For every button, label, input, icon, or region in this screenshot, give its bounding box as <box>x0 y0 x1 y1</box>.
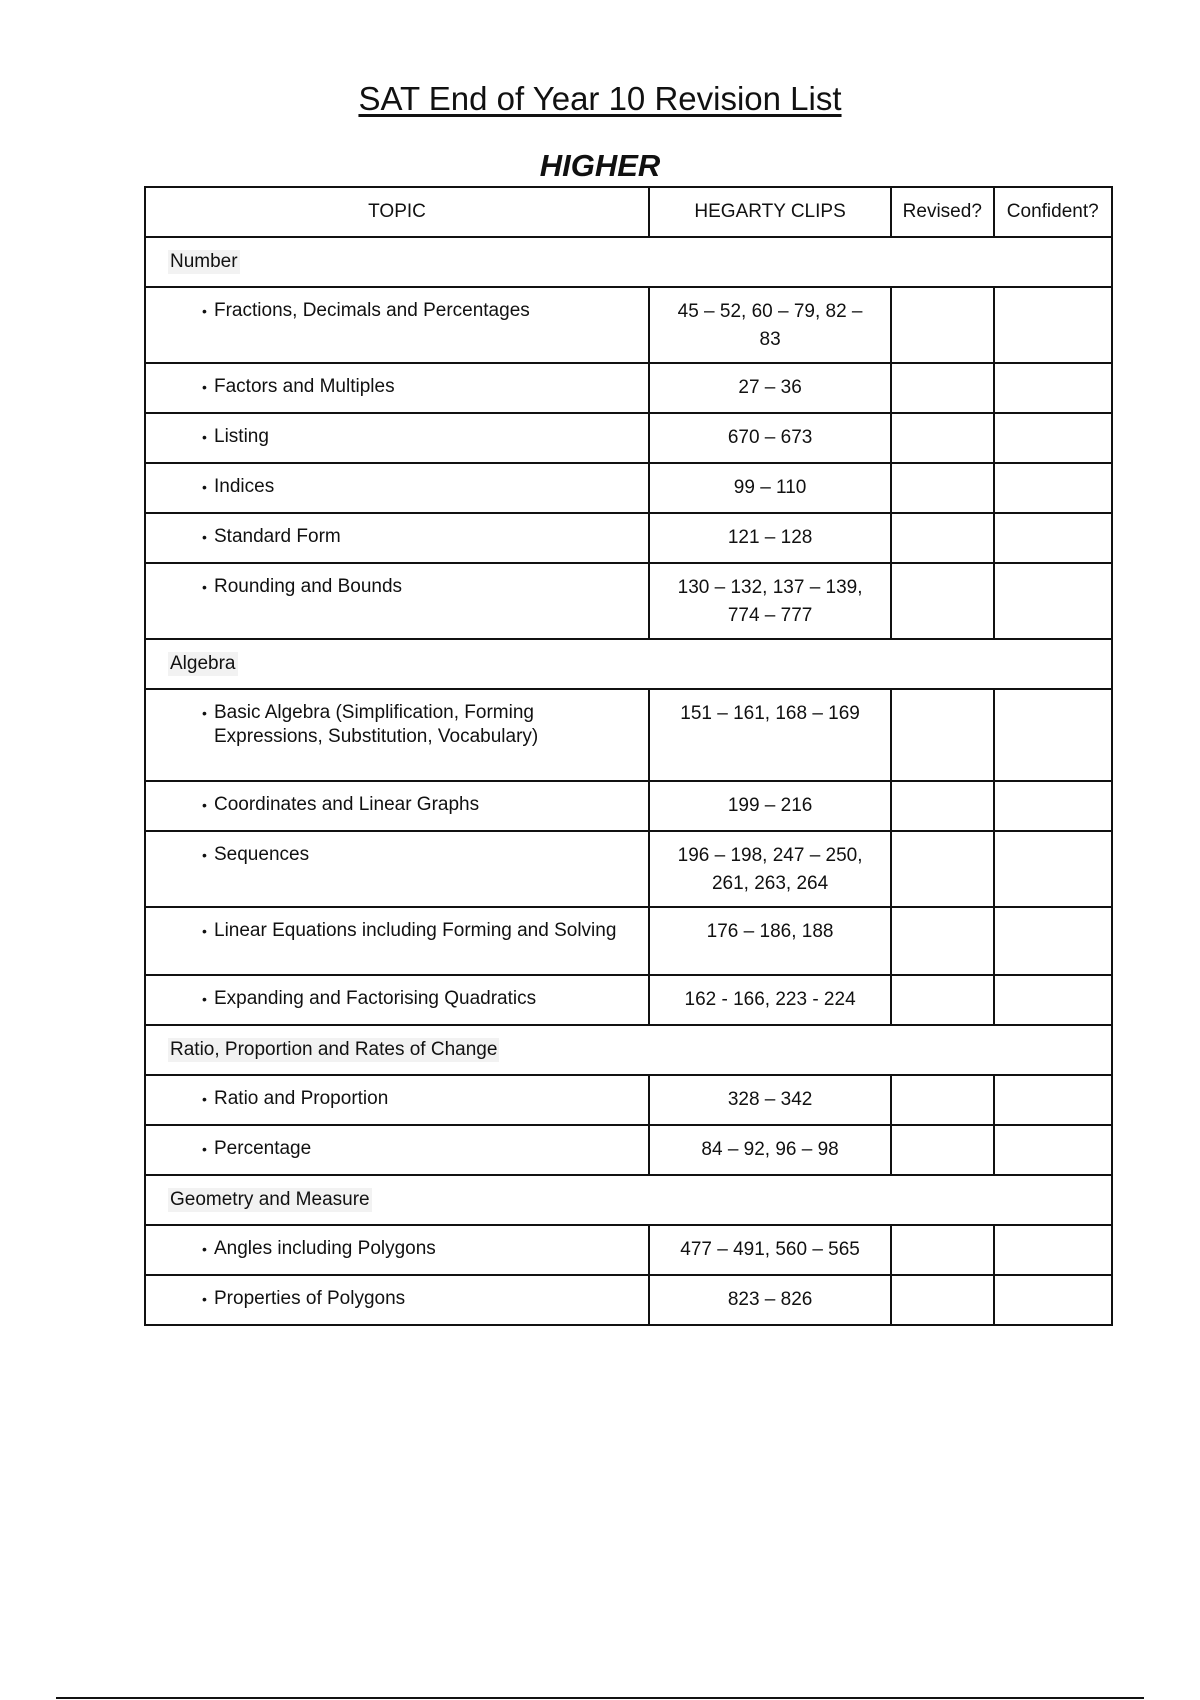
section-heading-cell <box>145 639 1112 689</box>
topic-label: Angles including Polygons <box>214 1238 436 1259</box>
header-topic: TOPIC <box>145 187 649 237</box>
table-row <box>145 363 1112 413</box>
hegarty-clips-cell: 199 – 216 <box>649 781 891 831</box>
confident-checkbox-cell[interactable] <box>994 1225 1113 1275</box>
header-revised: Revised? <box>891 187 993 237</box>
topic-label: Properties of Polygons <box>214 1288 406 1309</box>
table-row <box>145 413 1112 463</box>
topic-cell <box>145 413 649 463</box>
revised-checkbox-cell[interactable] <box>891 907 993 975</box>
confident-checkbox-cell[interactable] <box>994 1125 1113 1175</box>
footer-rule <box>56 1697 1144 1699</box>
topic-cell <box>145 831 649 907</box>
bullet-icon: • <box>202 991 207 1007</box>
section-row <box>145 639 1112 689</box>
topic-label: Percentage <box>214 1138 312 1159</box>
topic-cell <box>145 1275 649 1325</box>
topic-label: Ratio and Proportion <box>214 1088 389 1109</box>
hegarty-clips-cell: 151 – 161, 168 – 169 <box>649 689 891 781</box>
revised-checkbox-cell[interactable] <box>891 781 993 831</box>
topic-cell <box>145 1125 649 1175</box>
section-heading: Ratio, Proportion and Rates of Change <box>170 1039 498 1060</box>
table-row <box>145 1075 1112 1125</box>
hegarty-clips-cell: 176 – 186, 188 <box>649 907 891 975</box>
document-subtitle: HIGHER <box>539 148 661 183</box>
topic-label: Fractions, Decimals and Percentages <box>214 300 530 321</box>
section-heading-cell <box>145 1175 1112 1225</box>
confident-checkbox-cell[interactable] <box>994 463 1113 513</box>
section-heading: Algebra <box>170 653 236 674</box>
confident-checkbox-cell[interactable] <box>994 563 1113 639</box>
bullet-icon: • <box>202 379 207 395</box>
confident-checkbox-cell[interactable] <box>994 781 1113 831</box>
topic-cell <box>145 1225 649 1275</box>
confident-checkbox-cell[interactable] <box>994 413 1113 463</box>
topic-label: Expanding and Factorising Quadratics <box>214 988 537 1009</box>
topic-label: Basic Algebra (Simplification, Forming Expressions, Substitution, Vocabulary) <box>214 702 539 747</box>
topic-label: Indices <box>214 476 275 497</box>
topic-cell <box>145 513 649 563</box>
header-hegarty-clips: HEGARTY CLIPS <box>649 187 891 237</box>
bullet-icon: • <box>202 1091 207 1107</box>
table-row <box>145 563 1112 639</box>
table-header-row <box>145 187 1112 237</box>
section-heading-cell <box>145 237 1112 287</box>
hegarty-clips-cell: 130 – 132, 137 – 139, 774 – 777 <box>649 563 891 639</box>
topic-cell <box>145 975 649 1025</box>
topic-label: Rounding and Bounds <box>214 576 403 597</box>
topic-cell <box>145 781 649 831</box>
table-row <box>145 975 1112 1025</box>
topic-label: Factors and Multiples <box>214 376 395 397</box>
bullet-icon: • <box>202 579 207 595</box>
confident-checkbox-cell[interactable] <box>994 907 1113 975</box>
topic-label: Standard Form <box>214 526 341 547</box>
bullet-icon: • <box>202 303 207 319</box>
topic-label: Linear Equations including Forming and Solving <box>214 920 617 941</box>
hegarty-clips-cell: 328 – 342 <box>649 1075 891 1125</box>
topic-cell <box>145 563 649 639</box>
bullet-icon: • <box>202 847 207 863</box>
table-row <box>145 287 1112 363</box>
confident-checkbox-cell[interactable] <box>994 1275 1113 1325</box>
revised-checkbox-cell[interactable] <box>891 413 993 463</box>
revised-checkbox-cell[interactable] <box>891 1075 993 1125</box>
document-title: SAT End of Year 10 Revision List <box>358 80 842 117</box>
revised-checkbox-cell[interactable] <box>891 1225 993 1275</box>
section-heading: Number <box>170 251 238 272</box>
table-row <box>145 907 1112 975</box>
bullet-icon: • <box>202 797 207 813</box>
topic-cell <box>145 287 649 363</box>
topic-cell <box>145 363 649 413</box>
table-row <box>145 463 1112 513</box>
bullet-icon: • <box>202 923 207 939</box>
table-body <box>145 237 1112 1325</box>
table-row <box>145 689 1112 781</box>
bullet-icon: • <box>202 1141 207 1157</box>
topic-cell <box>145 907 649 975</box>
revised-checkbox-cell[interactable] <box>891 975 993 1025</box>
hegarty-clips-cell: 27 – 36 <box>649 363 891 413</box>
table-row <box>145 1125 1112 1175</box>
revised-checkbox-cell[interactable] <box>891 513 993 563</box>
revised-checkbox-cell[interactable] <box>891 463 993 513</box>
bullet-icon: • <box>202 1291 207 1307</box>
revision-table <box>144 186 1113 1326</box>
header-confident: Confident? <box>994 187 1113 237</box>
table-row <box>145 1225 1112 1275</box>
bullet-icon: • <box>202 429 207 445</box>
confident-checkbox-cell[interactable] <box>994 831 1113 907</box>
confident-checkbox-cell[interactable] <box>994 363 1113 413</box>
hegarty-clips-cell: 45 – 52, 60 – 79, 82 – 83 <box>649 287 891 363</box>
table-row <box>145 1275 1112 1325</box>
table-row <box>145 513 1112 563</box>
section-row <box>145 237 1112 287</box>
revised-checkbox-cell[interactable] <box>891 1275 993 1325</box>
confident-checkbox-cell[interactable] <box>994 975 1113 1025</box>
hegarty-clips-cell: 121 – 128 <box>649 513 891 563</box>
confident-checkbox-cell[interactable] <box>994 287 1113 363</box>
bullet-icon: • <box>202 479 207 495</box>
bullet-icon: • <box>202 1241 207 1257</box>
confident-checkbox-cell[interactable] <box>994 1075 1113 1125</box>
topic-label: Coordinates and Linear Graphs <box>214 794 480 815</box>
revised-checkbox-cell[interactable] <box>891 363 993 413</box>
revised-checkbox-cell[interactable] <box>891 1125 993 1175</box>
topic-cell <box>145 689 649 781</box>
revised-checkbox-cell[interactable] <box>891 563 993 639</box>
bullet-icon: • <box>202 529 207 545</box>
topic-label: Sequences <box>214 844 310 865</box>
hegarty-clips-cell: 477 – 491, 560 – 565 <box>649 1225 891 1275</box>
hegarty-clips-cell: 99 – 110 <box>649 463 891 513</box>
section-row <box>145 1175 1112 1225</box>
section-row <box>145 1025 1112 1075</box>
table-row <box>145 781 1112 831</box>
revised-checkbox-cell[interactable] <box>891 287 993 363</box>
hegarty-clips-cell: 670 – 673 <box>649 413 891 463</box>
topic-label: Listing <box>214 426 269 447</box>
revised-checkbox-cell[interactable] <box>891 831 993 907</box>
table-row <box>145 831 1112 907</box>
hegarty-clips-cell: 162 - 166, 223 - 224 <box>649 975 891 1025</box>
section-heading-cell <box>145 1025 1112 1075</box>
hegarty-clips-cell: 823 – 826 <box>649 1275 891 1325</box>
bullet-icon: • <box>202 705 207 721</box>
hegarty-clips-cell: 196 – 198, 247 – 250, 261, 263, 264 <box>649 831 891 907</box>
confident-checkbox-cell[interactable] <box>994 513 1113 563</box>
confident-checkbox-cell[interactable] <box>994 689 1113 781</box>
revised-checkbox-cell[interactable] <box>891 689 993 781</box>
topic-cell <box>145 1075 649 1125</box>
hegarty-clips-cell: 84 – 92, 96 – 98 <box>649 1125 891 1175</box>
section-heading: Geometry and Measure <box>170 1189 370 1210</box>
topic-cell <box>145 463 649 513</box>
